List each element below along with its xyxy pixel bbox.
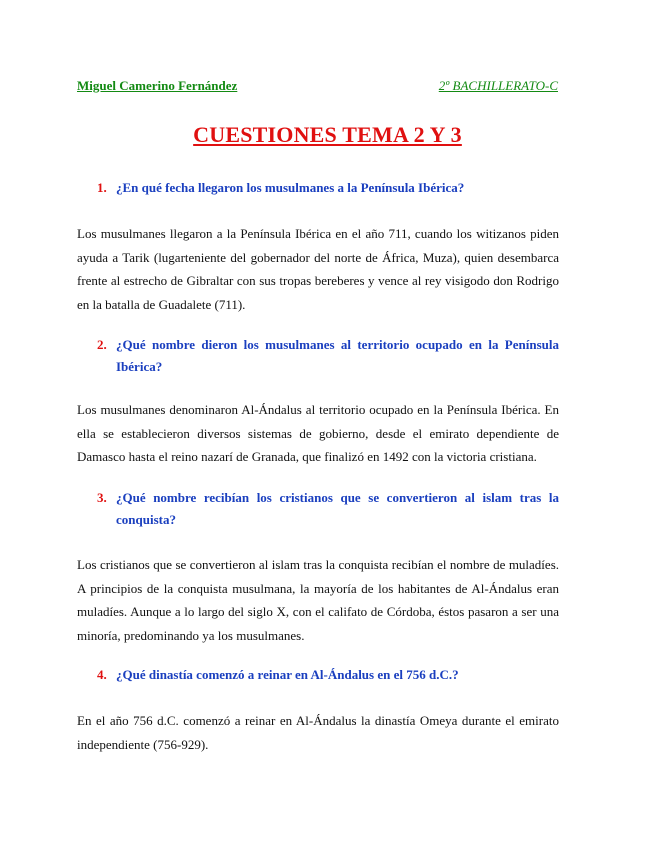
answer-3: Los cristianos que se convertieron al islam tras la conquista recibían el nombre de muladíes. A principios de la conquista musulmana, la mayoría de los habitantes de Al-Ándalus eran muladíes. Aunque a lo largo del siglo X, con el califato de Córdoba, éstos pasaron a ser una minoría, predominando ya los musulmanes. [77,557,559,643]
question-number: 4. [97,667,107,682]
question-text: ¿En qué fecha llegaron los musulmanes a la Península Ibérica? [116,180,465,195]
author-name: Miguel Camerino Fernández [77,78,238,93]
question-4 [97,664,559,686]
answer-4: En el año 756 d.C. comenzó a reinar en Al-Ándalus la dinastía Omeya durante el emirato independiente (756-929). [77,713,559,752]
question-1 [97,177,559,199]
answer-1: Los musulmanes llegaron a la Península Ibérica en el año 711, cuando los witizanos piden ayuda a Tarik (lugarteniente del gobernador del norte de África, Muza), quien desembarca frente al estrecho de Gibraltar con sus tropas bereberes y vence al rey visigodo don Rodrigo en la batalla de Guadalete (711). [77,226,559,312]
question-2 [97,334,559,378]
course-label: 2º BACHILLERATO-C [438,78,558,93]
question-number: 3. [97,490,107,505]
page-header [77,78,558,96]
answer-2: Los musulmanes denominaron Al-Ándalus al territorio ocupado en la Península Ibérica. En ella se establecieron diversos sistemas de gobierno, desde el emirato dependiente de Damasco hasta el reino nazarí de Granada, que finalizó en 1492 con la victoria cristiana. [77,402,559,464]
question-number: 2. [97,337,107,352]
question-text: ¿Qué dinastía comenzó a reinar en Al-Ándalus en el 756 d.C.? [116,667,459,682]
question-text: ¿Qué nombre dieron los musulmanes al territorio ocupado en la Península Ibérica? [116,337,559,374]
question-text: ¿Qué nombre recibían los cristianos que se convertieron al islam tras la conquista? [116,490,559,527]
question-3 [97,487,559,531]
document-title: CUESTIONES TEMA 2 Y 3 [193,122,462,147]
question-number: 1. [97,180,107,195]
